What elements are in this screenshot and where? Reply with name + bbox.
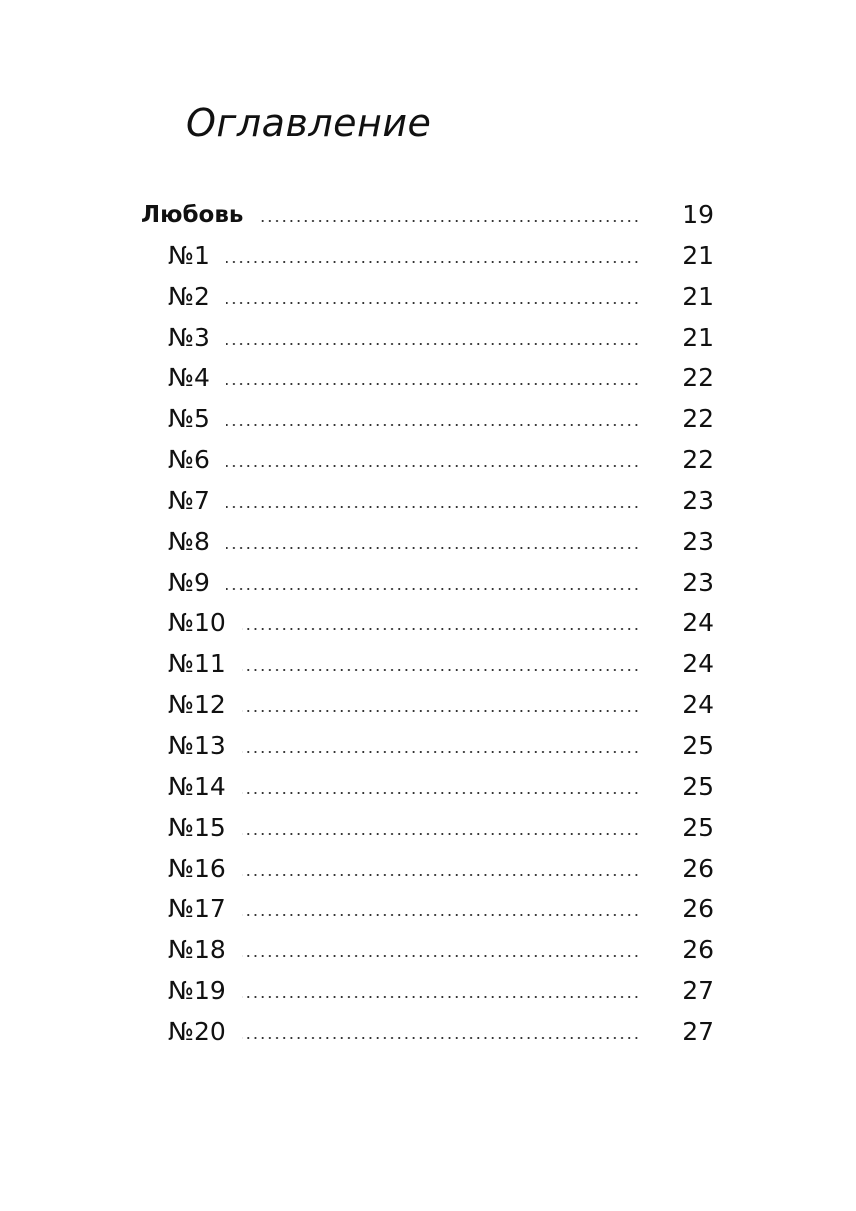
toc-section-entry[interactable] [0,603,856,644]
toc-section-entry[interactable] [0,644,856,685]
toc-entry-label: №2 [168,281,210,311]
dot-leader [226,341,640,347]
toc-page-number: 27 [682,1016,714,1046]
dot-leader [226,259,640,265]
dot-leader [242,912,640,918]
toc-page-number: 21 [682,240,714,270]
toc-page-number: 21 [682,281,714,311]
toc-entry-label: №10 [168,608,226,638]
toc-section-entry[interactable] [0,358,856,399]
toc-section-entry[interactable] [0,1012,856,1053]
toc-page-number: 24 [682,690,714,720]
toc-page-number: 22 [682,445,714,475]
toc-section-entry[interactable] [0,930,856,971]
toc-page-number: 25 [682,771,714,801]
toc-page-number: 24 [682,608,714,638]
toc-section-entry[interactable] [0,563,856,604]
toc-page-number: 25 [682,730,714,760]
toc-entry-label: №19 [168,976,226,1006]
toc-page-number: 26 [682,894,714,924]
toc-page-number: 22 [682,404,714,434]
toc-section-entry[interactable] [0,236,856,277]
dot-leader [242,831,640,837]
toc-section-entry[interactable] [0,889,856,930]
toc-entry-label: №13 [168,730,226,760]
toc-page-number: 26 [682,853,714,883]
dot-leader [259,218,640,224]
toc-entry-label: №6 [168,445,210,475]
toc-page-number: 27 [682,976,714,1006]
dot-leader [242,626,640,632]
toc-entry-label: №12 [168,690,226,720]
dot-leader [242,953,640,959]
toc-page-number: 25 [682,812,714,842]
toc-section-entry[interactable] [0,440,856,481]
toc-page-number: 19 [682,200,714,229]
toc-entry-label: №17 [168,894,226,924]
toc-section-entry[interactable] [0,726,856,767]
toc-section-entry[interactable] [0,522,856,563]
dot-leader [226,422,640,428]
dot-leader [242,994,640,1000]
toc-entry-label: Любовь [141,202,244,228]
toc-entry-label: №16 [168,853,226,883]
toc-page-number: 23 [682,526,714,556]
dot-leader [242,749,640,755]
toc-page-number: 23 [682,485,714,515]
toc-entry-label: №20 [168,1016,226,1046]
toc-entry-label: №5 [168,404,210,434]
dot-leader [226,504,640,510]
dot-leader [226,300,640,306]
dot-leader [226,463,640,469]
dot-leader [242,708,640,714]
toc-section-entry[interactable] [0,318,856,359]
toc-section-entry[interactable] [0,481,856,522]
dot-leader [226,381,640,387]
dot-leader [226,545,640,551]
toc-page-number: 23 [682,567,714,597]
toc-entry-label: №11 [168,649,226,679]
toc-chapter-entry[interactable] [0,195,856,236]
toc-section-entry[interactable] [0,767,856,808]
toc-entry-label: №14 [168,771,226,801]
toc-section-entry[interactable] [0,277,856,318]
toc-section-entry[interactable] [0,808,856,849]
toc-entry-label: №15 [168,812,226,842]
toc-page-number: 21 [682,322,714,352]
dot-leader [242,872,640,878]
toc-page-number: 26 [682,935,714,965]
toc-entry-label: №9 [168,567,210,597]
dot-leader [242,1035,640,1041]
toc-section-entry[interactable] [0,849,856,890]
dot-leader [242,790,640,796]
dot-leader [242,667,640,673]
dot-leader [226,586,640,592]
toc-page-number: 22 [682,363,714,393]
toc-section-entry[interactable] [0,685,856,726]
toc-title: Оглавление [186,101,432,145]
toc-page-number: 24 [682,649,714,679]
toc-entry-label: №3 [168,322,210,352]
toc-section-entry[interactable] [0,399,856,440]
toc-entry-label: №4 [168,363,210,393]
toc-entry-label: №1 [168,240,210,270]
toc-entry-label: №18 [168,935,226,965]
toc-section-entry[interactable] [0,971,856,1012]
toc-entry-label: №8 [168,526,210,556]
toc-entry-label: №7 [168,485,210,515]
toc-list [0,195,856,1053]
